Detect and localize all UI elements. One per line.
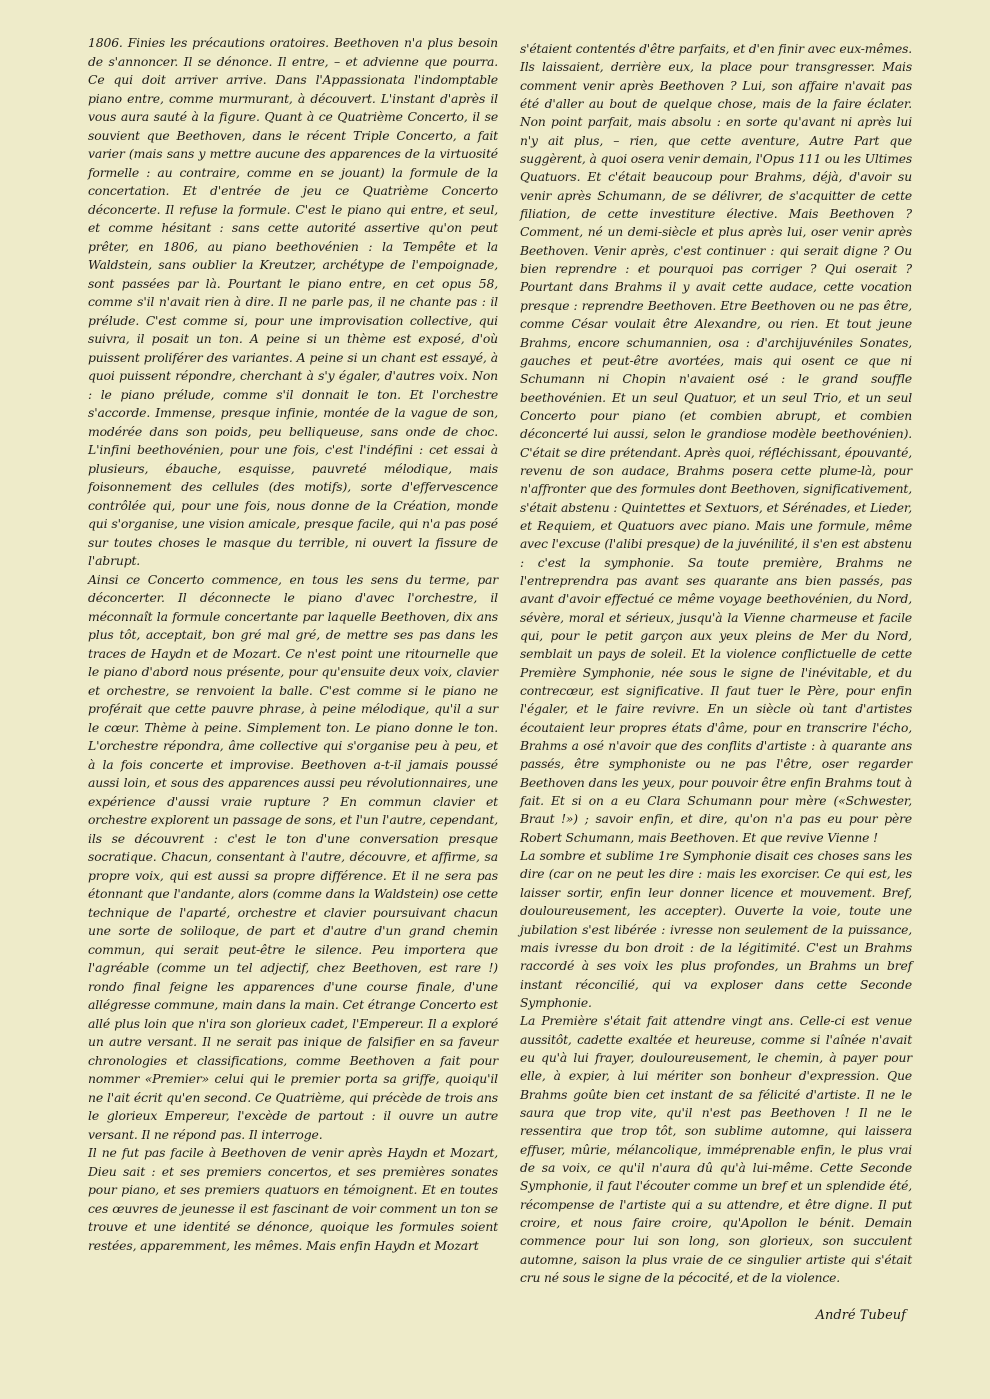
author-signature: André Tubeuf [815, 1308, 906, 1323]
article-paragraph: s'étaient contentés d'être parfaits, et d'en finir avec eux-mêmes. Ils laissaient, derrière eux, la place pour transgresser. Mais comment venir après Beethoven ? Lui, son affaire n'avait pas été d'aller au bout de quelque chose, mais de la faire éclater. Non point parfait, mais absolu : en sorte qu'avant ni après lui n'y ait plus, – rien, que cette aventure, Autre Part que suggèrent, à quoi osera venir demain, l'Opus 111 ou les Ultimes Quatuors. Et c'était beaucoup pour Brahms, déjà, d'avoir su venir après Schumann, de se délivrer, de s'acquitter de cette filiation, de cette investiture élective. Mais Beethoven ? Comment, né un demi-siècle et plus après lui, oser venir après Beethoven. Venir après, c'est continuer : qui serait digne ? Ou bien reprendre : et pourquoi pas corriger ? Qui oserait ? Pourtant dans Brahms il y avait cette audace, cette vocation presque : reprendre Beethoven. Etre Beethoven ou ne pas être, comme César voulait être Alexandre, ou rien. Et tout jeune Brahms, encore schumannien, osa : d'archijuvéniles Sonates, gauches et peut-être avortées, mais qui osent ce que ni Schumann ni Chopin n'avaient osé : le grand souffle beethovénien. Et un seul Quatuor, et un seul Trio, et un seul Concerto pour piano (et combien abrupt, et combien déconcerté lui aussi, selon le grandiose modèle beethovénien). C'était se dire prétendant. Après quoi, réfléchissant, épouvanté, revenu de son audace, Brahms posera cette plume-là, pour n'affronter que des formules dont Beethoven, significativement, s'était abstenu : Quintettes et Sextuors, et Sérénades, et Lieder, et Requiem, et Quatuors avec piano. Mais une formule, même avec l'excuse (l'alibi presque) de la juvénilité, il s'en est abstenu : c'est la symphonie. Sa toute première, Brahms ne l'entreprendra pas avant ses quarante ans bien passés, pas avant d'avoir effectué ce même voyage beethovénien, du Nord, sévère, moral et sérieux, jusqu'à la Vienne charmeuse et facile qui, pour le petit garçon aux yeux pleins de Mer du Nord, semblait un pays de soleil. Et la violence conflictuelle de cette Première Symphonie, née sous le signe de l'inévitable, et du contrecœur, est significative. Il faut tuer le Père, pour enfin l'égaler, et le faire revivre. En un siècle où tant d'artistes écoutaient leur propres états d'âme, pour en transcrire l'écho, Brahms a osé n'avoir que des conflits d'artiste : à quarante ans passés, être symphoniste ou ne pas l'être, oser regarder Beethoven dans les yeux, pour pouvoir être enfin Brahms tout à fait. Et si on a eu Clara Schumann pour mère («Schwester, Braut !») ; savoir enfin, et dire, qu'on n'a pas eu pour père Robert Schumann, mais Beethoven. Et que revive Vienne ! [520, 42, 912, 845]
article-paragraph: Ainsi ce Concerto commence, en tous les sens du terme, par déconcerter. Il déconnecte le piano d'avec l'orchestre, il méconnaît la formule concertante par laquelle Beethoven, dix ans plus tôt, acceptait, bon gré mal gré, de mettre ses pas dans les traces de Haydn et de Mozart. Ce n'est point une ritournelle que le piano d'abord nous présente, pour qu'ensuite deux voix, clavier et orchestre, se renvoient la balle. C'est comme si le piano ne proférait que cette pauvre phrase, à peine mélodique, qu'il a sur le cœur. Thème à peine. Simplement ton. Le piano donne le ton. L'orchestre répondra, âme collective qui s'organise peu à peu, et à la fois concerte et improvise. Beethoven a-t-il jamais poussé aussi loin, et sous des apparences aussi peu révolutionnaires, une expérience d'aussi vraie rupture ? En commun clavier et orchestre explorent un passage de sons, et l'un l'autre, cependant, ils se découvrent : c'est le ton d'une conversation presque socratique. Chacun, consentant à l'autre, découvre, et affirme, sa propre voix, qui est aussi sa propre différence. Et il ne sera pas étonnant que l'andante, alors (comme dans la Waldstein) ose cette technique de l'aparté, orchestre et clavier poursuivant chacun une sorte de soliloque, de part et d'autre d'un grand chemin commun, qui serait peut-être le silence. Peu importera que l'agréable (comme un tel adjectif, chez Beethoven, est rare !) rondo final feigne les apparences d'une course finale, d'une allégresse commune, main dans la main. Cet étrange Concerto est allé plus loin que n'ira son glorieux cadet, l'Empereur. Il a exploré un autre versant. Il ne serait pas inique de falsifier en sa faveur chronologies et classifications, comme Beethoven a fait pour nommer «Premier» celui qui le premier porta sa griffe, quoiqu'il ne l'ait écrit qu'en second. Ce Quatrième, qui précède de trois ans le glorieux Empereur, l'excède de partout : il ouvre un autre versant. Il ne répond pas. Il interroge. [88, 571, 498, 1142]
article-right-column [520, 40, 912, 1287]
article-left-column [88, 34, 498, 1255]
article-paragraph: La Première s'était fait attendre vingt ans. Celle-ci est venue aussitôt, cadette exaltée et heureuse, comme si l'aînée n'avait eu qu'à lui frayer, douloureusement, le chemin, à payer pour elle, à expier, à lui mériter son bonheur d'expression. Que Brahms goûte bien cet instant de sa félicité d'artiste. Il ne le saura que trop vite, qu'il n'est pas Beethoven ! Il ne le ressentira que trop tôt, son sublime automne, qui laissera effuser, mûrie, mélancolique, imméprenable enfin, le plus vrai de sa voix, ce qu'il n'aura dû qu'à lui-même. Cette Seconde Symphonie, il faut l'écouter comme un bref et un splendide été, récompense de l'artiste qui a su attendre, et être digne. Il put croire, et nous faire croire, qu'Apollon le bénit. Demain commence pour lui son long, son glorieux, son succulent automne, saison la plus vraie de ce singulier artiste qui s'était cru né sous le signe de la pécocité, et de la violence. [520, 1014, 912, 1286]
article-paragraph: 1806. Finies les précautions oratoires. Beethoven n'a plus besoin de s'annoncer. Il se dénonce. Il entre, – et advienne que pourra. Ce qui doit arriver arrive. Dans l'Appassionata l'indomptable piano entre, comme murmurant, à découvert. L'instant d'après il vous aura sauté à la figure. Quant à ce Quatrième Concerto, il se souvient que Beethoven, dans le récent Triple Concerto, a fait varier (mais sans y mettre aucune des apparences de la virtuosité formelle : au contraire, comme en se jouant) la formule de la concertation. Et d'entrée de jeu ce Quatrième Concerto déconcerte. Il refuse la formule. C'est le piano qui entre, et seul, et comme hésitant : sans cette autorité assertive qu'on peut prêter, en 1806, au piano beethovénien : la Tempête et la Waldstein, sans oublier la Kreutzer, archétype de l'empoignade, sont passées par là. Pourtant le piano entre, en cet opus 58, comme s'il n'avait rien à dire. Il ne parle pas, il ne chante pas : il prélude. C'est comme si, pour une improvisation collective, qui suivra, il posait un ton. A peine si un thème est exposé, d'où puissent proliférer des variantes. A peine si un chant est essayé, à quoi puissent répondre, cherchant à s'y égaler, d'autres voix. Non : le piano prélude, comme s'il donnait le ton. Et l'orchestre s'accorde. Immense, presque infinie, montée de la vague de son, modérée dans son poids, peu belliqueuse, sans onde de choc. L'infini beethovénien, pour une fois, c'est l'indéfini : cet essai à plusieurs, ébauche, esquisse, pauvreté mélodique, mais foisonnement des cellules (des motifs), sorte d'effervescence contrôlée qui, pour une fois, nous donne de la Création, monde qui s'organise, une vision amicale, presque facile, qui n'a pas posé sur toutes choses le masque du terrible, ni ouvert la fissure de l'abrupt. [88, 35, 498, 568]
article-paragraph: Il ne fut pas facile à Beethoven de venir après Haydn et Mozart, Dieu sait : et ses premiers concertos, et ses premières sonates pour piano, et ses premiers quatuors en témoignent. Et en toutes ces œuvres de jeunesse il est fascinant de voir comment un ton se trouve et une identité se dénonce, quoique les formules soient restées, apparemment, les mêmes. Mais enfin Haydn et Mozart [88, 1145, 498, 1253]
article-paragraph: La sombre et sublime 1re Symphonie disait ces choses sans les dire (car on ne peut les dire : mais les exorciser. Ce qui est, les laisser sortir, enfin leur donner licence et mouvement. Bref, douloureusement, les accepter). Ouverte la voie, toute une jubilation s'est libérée : ivresse non seulement de la puissance, mais ivresse du bon droit : de la légitimité. C'est un Brahms raccordé à ses voix les plus profondes, un Brahms un bref instant réconcilié, qui va exploser dans cette Seconde Symphonie. [520, 849, 912, 1010]
